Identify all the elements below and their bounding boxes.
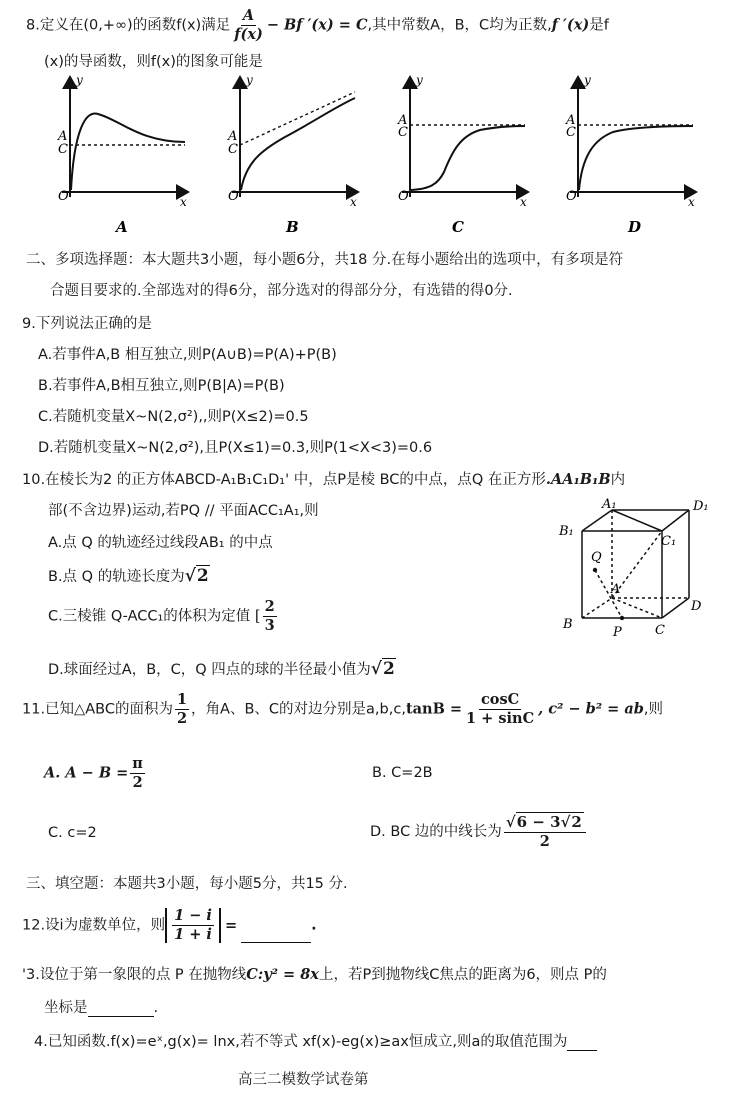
q12-line: 12.设i为虚数单位，则 $\frac{1 - i}{1 + i}$ = .: [22, 907, 317, 943]
q13-answer-blank[interactable]: [88, 1000, 154, 1017]
q10-option-b: B.点 Q 的轨迹长度为√2: [48, 566, 209, 586]
graph-c-label: C: [452, 218, 464, 236]
q10-option-d: D.球面经过A，B，C，Q 四点的球的半径最小值为√2: [48, 659, 395, 679]
graph-a: [57, 73, 188, 236]
q11-a-fraction: $\frac{\pi}{2}$: [132, 755, 143, 791]
q8-line2: (x)的导函数，则f(x)的图象可能是: [44, 54, 263, 70]
q11-option-d: D. BC 边的中线长为 $\frac{√6 - 3√2}{2}$: [370, 814, 588, 850]
graph-a-tick-a: A: [58, 129, 68, 144]
graph-b-tick-a: A: [228, 129, 238, 144]
graph-b-origin: O: [228, 189, 239, 204]
graph-b-axis-y: y: [246, 73, 253, 87]
graph-d-label: D: [628, 218, 642, 236]
graph-c-tick-c: C: [398, 125, 408, 140]
graph-d: [565, 73, 696, 236]
cube-label-c1: C₁: [661, 534, 677, 549]
cube-label-d: D: [691, 599, 702, 614]
q8-fraction: $\frac{A}{f(x)}$: [234, 7, 263, 43]
graph-a-origin: O: [58, 189, 69, 204]
q11-option-a: A. A − B = $\frac{\pi}{2}$: [44, 755, 143, 791]
graph-d-axis-y: y: [584, 73, 591, 87]
q10-line1: 10.在棱长为2 的正方体ABCD-A₁B₁C₁D₁' 中，点P是棱 BC的中点，点Q 在正方形.AA₁B₁B内: [22, 471, 626, 488]
cube-label-b1: B₁: [559, 524, 574, 539]
graph-c-axis-y: y: [416, 73, 423, 87]
q10-cube-figure: [555, 498, 715, 646]
q11-stem: 11.已知△ABC的面积为 $\frac{1}{2}$ ，角A、B、C的对边分别是a,b,c,tanB = $\frac{\cos C}{1 + \sin C}$ , c² − b² = ab,则: [22, 691, 664, 727]
q11-d-fraction: $\frac{√6 - 3√2}{2}$: [504, 814, 586, 850]
cube-label-p: P: [613, 625, 622, 640]
graph-a-axis-y: y: [76, 73, 83, 87]
graph-d-tick-c: C: [566, 125, 576, 140]
q11-option-c: C. c=2: [48, 825, 97, 841]
q10-line2: 部(不含边界)运动,若PQ // 平面ACC₁A₁,则: [48, 503, 319, 519]
page-footer: 高三二模数学试卷第: [238, 1072, 369, 1088]
graph-c-tick-a: A: [398, 113, 408, 128]
q14-answer-blank[interactable]: [567, 1034, 597, 1051]
q11-option-b: B. C=2B: [372, 765, 433, 781]
q10-d-sqrt: √2: [370, 659, 395, 679]
graph-a-axis-x: x: [180, 195, 187, 209]
q8-graphs: [40, 72, 710, 240]
q10-option-c: C.三棱锥 Q-ACC₁的体积为定值 [ $\frac{2}{3}$: [48, 598, 275, 634]
graph-a-label: A: [116, 218, 128, 236]
q11-tan-fraction: $\frac{\cos C}{1 + \sin C}$: [466, 691, 535, 727]
q12-abs-value: $\frac{1 - i}{1 + i}$: [165, 908, 221, 943]
graph-c: [397, 73, 528, 236]
section3-heading: 三、填空题：本题共3小题，每小题5分，共15 分.: [26, 876, 348, 892]
cube-label-d1: D₁: [693, 499, 709, 514]
q10-b-sqrt: √2: [184, 566, 209, 586]
q10-option-a: A.点 Q 的轨迹经过线段AB₁ 的中点: [48, 535, 273, 551]
cube-label-a: A: [611, 582, 621, 597]
section2-heading-line1: 二、多项选择题：本大题共3小题，每小题6分，共18 分.在每小题给出的选项中，有多项是符: [26, 252, 624, 268]
graph-b-axis-x: x: [350, 195, 357, 209]
cube-label-c: C: [655, 623, 665, 638]
cube-label-a1: A₁: [602, 498, 617, 512]
q9-option-b: B.若事件A,B相互独立,则P(B|A)=P(B): [38, 378, 285, 394]
graph-b-label: B: [286, 218, 299, 236]
q13-line1: '3.设位于第一象限的点 P 在抛物线C:y² = 8x上，若P到抛物线C焦点的距离为6，则点 P的: [22, 966, 607, 983]
q10-c-fraction: $\frac{2}{3}$: [264, 598, 275, 634]
graph-b-tick-c: C: [228, 142, 238, 157]
section2-heading-line2: 合题目要求的.全部选对的得6分，部分选对的得部分分，有选错的得0分.: [50, 283, 513, 299]
graph-c-origin: O: [398, 189, 409, 204]
q11-area-fraction: $\frac{1}{2}$: [176, 691, 188, 727]
q8-line1: 8.定义在(0,+∞)的函数f(x)满足 $\frac{A}{f(x)}$ − Bf ′(x) = C,其中常数A，B，C均为正数,f ′(x)是f: [26, 7, 609, 43]
graph-d-tick-a: A: [566, 113, 576, 128]
q12-answer-blank[interactable]: [241, 924, 311, 943]
graph-d-origin: O: [566, 189, 577, 204]
graph-a-tick-c: C: [58, 142, 68, 157]
q13-line2: 坐标是 .: [44, 1000, 159, 1016]
q9-option-a: A.若事件A,B 相互独立,则P(A∪B)=P(A)+P(B): [38, 347, 337, 363]
cube-label-b: B: [563, 617, 573, 632]
q9-option-c: C.若随机变量X~N(2,σ²),,则P(X≤2)=0.5: [38, 409, 309, 425]
graph-d-axis-x: x: [688, 195, 695, 209]
q9-option-d: D.若随机变量X~N(2,σ²),且P(X≤1)=0.3,则P(1<X<3)=0.6: [38, 440, 433, 456]
q14-line: 4.已知函数.f(x)=eˣ,g(x)= lnx,若不等式 xf(x)-eg(x)≥ax恒成立,则a的取值范围为: [34, 1030, 597, 1051]
graph-c-axis-x: x: [520, 195, 527, 209]
cube-label-q: Q: [591, 550, 602, 565]
graph-b: [227, 73, 358, 236]
q9-stem: 9.下列说法正确的是: [22, 316, 152, 332]
